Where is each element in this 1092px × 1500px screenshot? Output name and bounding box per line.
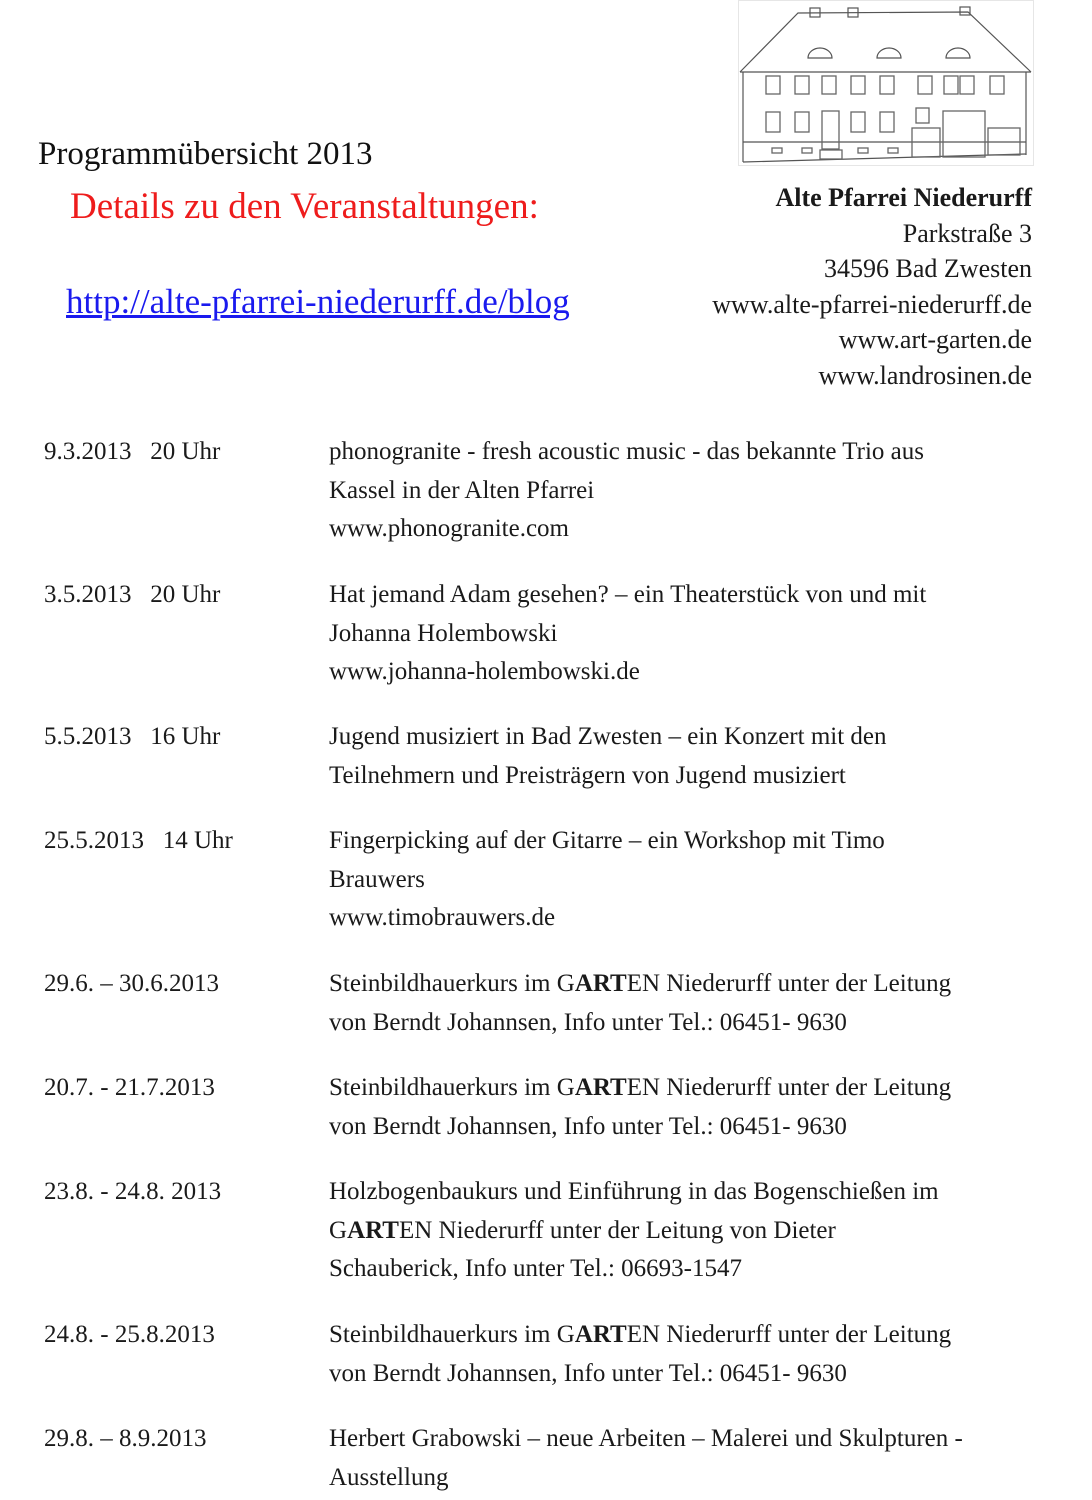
event-text: Niederurff unter der Leitung <box>660 1321 952 1348</box>
city: 34596 Bad Zwesten <box>824 254 1032 283</box>
event-line: Holzbogenbaukurs und Einführung in das Bogenschießen im <box>329 1178 939 1205</box>
event-website[interactable]: www.phonogranite.com <box>329 515 569 542</box>
event-text: Steinbildhauerkurs im <box>329 970 557 997</box>
event-line <box>329 965 1049 1004</box>
event-text: Niederurff unter der Leitung <box>660 1074 952 1101</box>
event-text: Steinbildhauerkurs im <box>329 1321 557 1348</box>
event-line: Teilnehmern und Preisträgern von Jugend musiziert <box>329 761 846 789</box>
event-date: 3.5.2013 20 Uhr <box>44 581 221 608</box>
garten-word: GARTEN <box>556 1321 661 1348</box>
event-line: Herbert Grabowski – neue Arbeiten – Malerei und Skulpturen - <box>329 1425 963 1452</box>
event-text: Niederurff unter der Leitung von Dieter <box>432 1216 836 1244</box>
garten-word: GARTEN <box>329 1216 433 1244</box>
street: Parkstraße 3 <box>902 218 1032 248</box>
event-line: Brauwers <box>329 865 425 893</box>
event-line: phonogranite - fresh acoustic music - das bekannte Trio aus <box>329 438 925 465</box>
event-description <box>329 1316 1049 1393</box>
event-line: Johanna Holembowski <box>329 619 558 647</box>
event-date: 9.3.2013 20 Uhr <box>44 438 221 465</box>
address-block <box>712 180 1032 393</box>
event-line: Schauberick, Info unter Tel.: 06693-1547 <box>329 1255 742 1282</box>
event-date: 25.5.2013 14 Uhr <box>44 827 233 854</box>
event-line <box>329 1212 1049 1251</box>
website-link[interactable]: www.art-garten.de <box>838 325 1032 354</box>
event-line: Ausstellung <box>329 1463 449 1491</box>
event-line: von Berndt Johannsen, Info unter Tel.: 06451- 9630 <box>329 1359 847 1387</box>
event-website[interactable]: www.timobrauwers.de <box>329 904 556 931</box>
organization-name: Alte Pfarrei Niederurff <box>775 183 1032 212</box>
event-date: 5.5.2013 16 Uhr <box>44 723 221 750</box>
event-website[interactable]: www.johanna-holembowski.de <box>329 658 640 685</box>
garten-word: GARTEN <box>556 970 661 997</box>
event-line: Jugend musiziert in Bad Zwesten – ein Konzert mit den <box>329 723 887 750</box>
event-description <box>329 433 1049 549</box>
event-description <box>329 965 1049 1042</box>
blog-link[interactable]: http://alte-pfarrei-niederurff.de/blog <box>66 282 570 321</box>
garten-word: GARTEN <box>556 1074 661 1101</box>
event-description <box>329 576 1049 692</box>
event-line: Hat jemand Adam gesehen? – ein Theaterstück von und mit <box>329 581 927 608</box>
event-date: 23.8. - 24.8. 2013 <box>44 1178 222 1205</box>
website-link[interactable]: www.landrosinen.de <box>818 360 1032 390</box>
page-title: Programmübersicht 2013 <box>38 136 373 172</box>
event-description <box>329 822 1049 938</box>
event-line: von Berndt Johannsen, Info unter Tel.: 06451- 9630 <box>329 1008 847 1036</box>
building-drawing-icon <box>738 0 1034 166</box>
event-text: Steinbildhauerkurs im <box>329 1074 557 1101</box>
event-description <box>329 1173 1049 1289</box>
event-text: Niederurff unter der Leitung <box>660 970 952 997</box>
event-date: 29.6. – 30.6.2013 <box>44 970 219 997</box>
event-date: 24.8. - 25.8.2013 <box>44 1321 215 1348</box>
event-description <box>329 1420 1049 1497</box>
event-line: Kassel in der Alten Pfarrei <box>329 476 595 504</box>
website-link[interactable]: www.alte-pfarrei-niederurff.de <box>712 289 1032 319</box>
event-description <box>329 1069 1049 1146</box>
event-date: 29.8. – 8.9.2013 <box>44 1425 207 1452</box>
event-line: von Berndt Johannsen, Info unter Tel.: 06451- 9630 <box>329 1112 847 1140</box>
event-line <box>329 1069 1049 1108</box>
event-description <box>329 718 1049 795</box>
event-line <box>329 1316 1049 1355</box>
details-subtitle: Details zu den Veranstaltungen: <box>70 186 539 227</box>
event-line: Fingerpicking auf der Gitarre – ein Workshop mit Timo <box>329 827 885 854</box>
event-date: 20.7. - 21.7.2013 <box>44 1074 215 1101</box>
